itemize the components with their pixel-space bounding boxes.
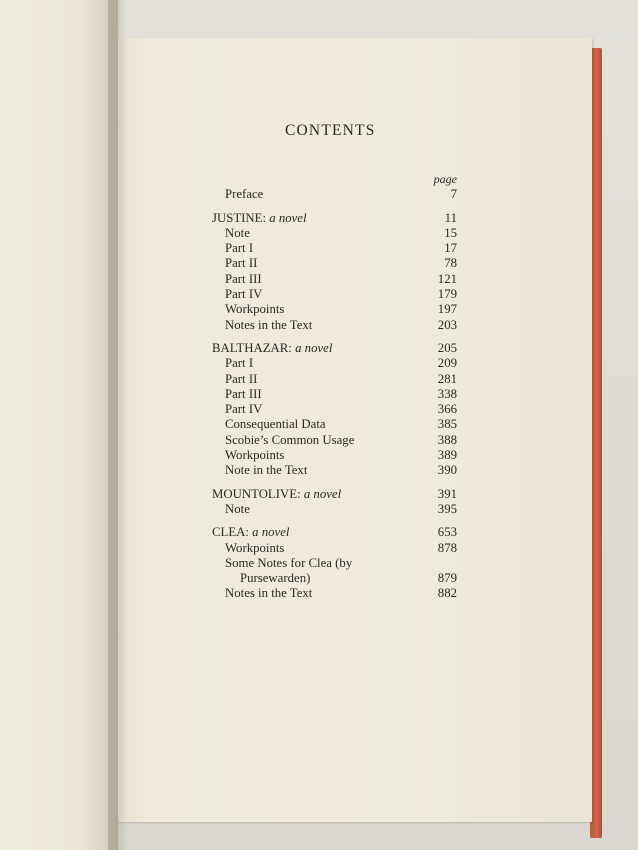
entry-label: Part I: [225, 241, 254, 256]
toc-entry-preface: [212, 187, 457, 202]
toc-entry: [212, 241, 457, 256]
entry-page: 121: [437, 271, 457, 286]
entry-page: 388: [437, 432, 457, 447]
section-title: JUSTINE:: [212, 210, 267, 225]
entry-label: Part II: [225, 256, 258, 271]
entry-page: 878: [437, 540, 457, 555]
toc-entry: [212, 417, 457, 432]
section-subtitle: a novel: [303, 486, 342, 501]
entry-label: Part III: [225, 271, 262, 286]
toc-section-mountolive: [212, 487, 457, 502]
toc-entry: [212, 302, 457, 317]
entry-page: 78: [444, 256, 457, 271]
section-page: 653: [437, 525, 457, 540]
toc-section-balthazar: [212, 341, 457, 356]
entry-page: 366: [437, 402, 457, 417]
entry-label-continued: Pursewarden): [240, 571, 311, 586]
entry-label: Workpoints: [225, 302, 285, 317]
entry-label: Part IV: [225, 402, 263, 417]
toc-entry: [212, 448, 457, 463]
entry-page: 7: [450, 187, 457, 202]
page-title: CONTENTS: [285, 122, 376, 139]
entry-label: Consequential Data: [225, 417, 326, 432]
toc-entry: [212, 502, 457, 517]
toc-entry: [212, 463, 457, 478]
section-title: BALTHAZAR:: [212, 340, 292, 355]
entry-page: 882: [437, 586, 457, 601]
entry-label: Workpoints: [225, 540, 285, 555]
section-subtitle: a novel: [295, 340, 333, 355]
toc-section-clea: [212, 525, 457, 540]
entry-label: Workpoints: [225, 448, 285, 463]
section-title: CLEA:: [212, 525, 249, 540]
book-gutter: [108, 0, 128, 850]
entry-page: 281: [437, 371, 457, 386]
table-of-contents: [212, 172, 457, 602]
toc-entry: [212, 356, 457, 371]
entry-page: 389: [437, 448, 457, 463]
entry-page: 17: [444, 241, 457, 256]
entry-page: 395: [437, 501, 457, 516]
section-page: 391: [437, 486, 457, 501]
entry-label: Note: [225, 501, 250, 516]
entry-label: Part IV: [225, 287, 263, 302]
entry-page: 179: [437, 287, 457, 302]
entry-page: 338: [437, 386, 457, 401]
entry-page: 209: [437, 356, 457, 371]
toc-section-justine: [212, 211, 457, 226]
entry-label: Part II: [225, 371, 258, 386]
toc-entry: [212, 541, 457, 556]
entry-page: 879: [437, 571, 457, 586]
section-title: MOUNTOLIVE:: [212, 486, 301, 501]
toc-entry: [212, 387, 457, 402]
toc-entry: [212, 318, 457, 333]
page-column-label: page: [433, 172, 457, 186]
entry-label: Preface: [225, 187, 264, 202]
entry-label: Some Notes for Clea (by: [225, 555, 353, 570]
entry-label: Note: [225, 225, 250, 240]
entry-label: Notes in the Text: [225, 317, 313, 332]
entry-page: 385: [437, 417, 457, 432]
entry-label: Scobie’s Common Usage: [225, 432, 355, 447]
entry-page: 203: [437, 317, 457, 332]
section-subtitle: a novel: [252, 525, 290, 540]
toc-entry: [212, 226, 457, 241]
toc-entry: [212, 402, 457, 417]
toc-entry: [212, 586, 457, 601]
toc-entry: [212, 556, 457, 587]
toc-entry: [212, 372, 457, 387]
left-page: [0, 0, 118, 850]
toc-entry: [212, 433, 457, 448]
entry-label: Note in the Text: [225, 463, 308, 478]
entry-label: Part III: [225, 386, 262, 401]
toc-entry: [212, 287, 457, 302]
entry-page: 390: [437, 463, 457, 478]
toc-entry: [212, 272, 457, 287]
section-subtitle: a novel: [269, 210, 307, 225]
section-page: 11: [444, 210, 457, 225]
entry-label: Part I: [225, 356, 254, 371]
toc-entry: [212, 256, 457, 271]
section-page: 205: [437, 340, 457, 355]
entry-page: 197: [437, 302, 457, 317]
entry-page: 15: [444, 225, 457, 240]
entry-label: Notes in the Text: [225, 586, 313, 601]
